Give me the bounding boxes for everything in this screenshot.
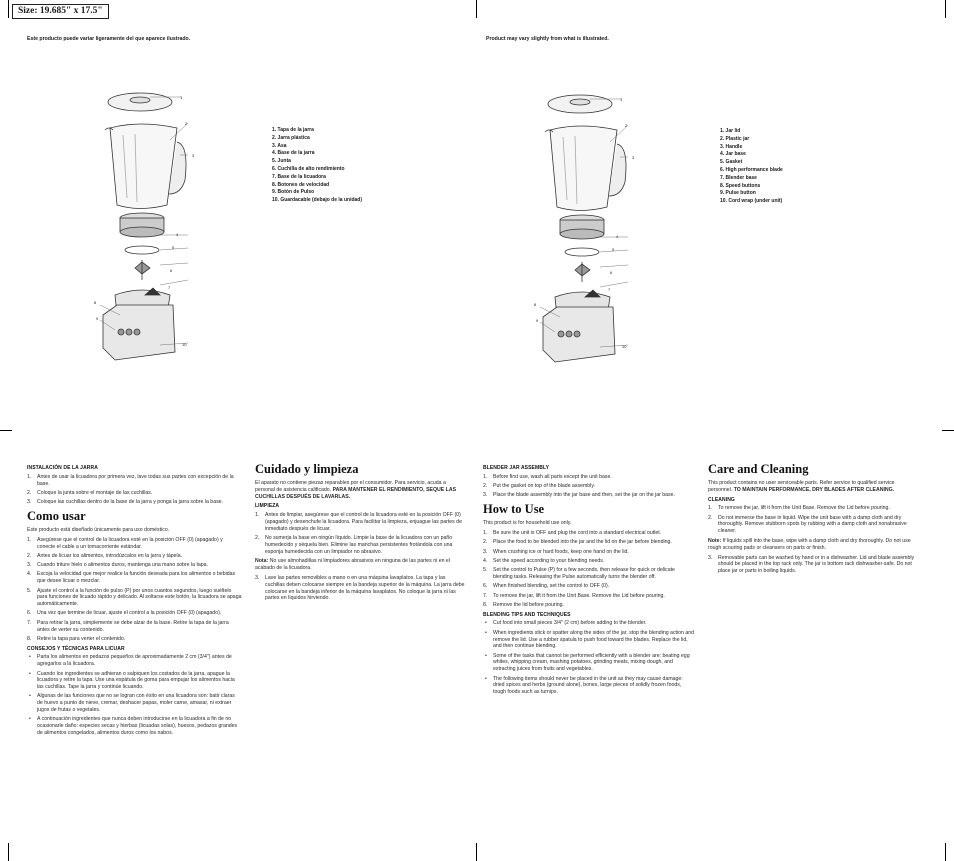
part-item: 2. Jarra plástica [272, 134, 310, 141]
callout-10: 10 [622, 344, 627, 349]
list-item: 7. Para retirar la jarra, simplemente se debe alzar de la base. Retire la tapa de la jarra antes de verter su contenido. [27, 619, 229, 633]
list-item: 2. Do not immerse the base in liquid. Wipe the unit base with a damp cloth and dry thoroughly. Remove stubborn spots by rubbing with a damp cloth and nonabrasive cleaner. [708, 514, 907, 535]
part-item: 6. High performance blade [720, 166, 783, 173]
illustration-note-es: Este producto puede variar ligeramente del que aparece ilustrado. [27, 36, 191, 42]
part-item: 1. Jar lid [720, 128, 741, 134]
size-label: Size: 19.685" x 17.5" [12, 4, 109, 19]
part-item: 7. Blender base [720, 174, 757, 181]
part-item: 9. Botón de Pulso [272, 189, 315, 196]
part-item: 9. Pulse button [720, 190, 756, 197]
section-title: How to Use [483, 502, 545, 517]
paragraph: This product is for household use only. [483, 520, 572, 527]
note: Note: If liquids spill into the base, wipe with a damp cloth and dry thoroughly. Do not use rough scouring pads or cleansers on parts or finish. [708, 538, 911, 551]
note: Nota: No use almohadillas ni limpiadores abrasivos en ninguna de las partes ni en el acabado de la licuadora. [255, 558, 450, 572]
list-item: • Cuando los ingredientes se adhieran o salpiquen los costados de la jarra, apague la licuadora y retire la tapa. Use una espátula de goma para empujar los alimentos hacia las cuchillas. Tape la jarra y continúe licuando. [29, 670, 235, 691]
section-heading: BLENDER JAR ASSEMBLY [483, 465, 550, 471]
list-item: • Parta los alimentos en pedazos pequeños de aproximadamente 2 cm (3/4") antes de agregarlos a la licuadora. [29, 654, 232, 668]
list-item: 1. Antes de usar la licuadora por primera vez, lave todas sus partes con excepción de la base. [27, 473, 234, 487]
callout-4: 4 [176, 232, 179, 237]
list-item: 1. Asegúrese que el control de la licuadora esté en la posición OFF (0) (apagado) y conecte el cable a un tomacorriente estándar. [27, 536, 223, 550]
callout-6: 6 [610, 270, 613, 275]
part-item: 5. Junta [272, 158, 291, 165]
paragraph: This product contains no user serviceable parts. Refer service to qualified service personnel. TO MAINTAIN PERFORMANCE, DRY BLADES AFTER CLEANING. [708, 480, 895, 493]
part-item: 8. Botones de velocidad [272, 181, 330, 188]
callout-7: 7 [608, 287, 611, 292]
column-en-care [708, 462, 920, 578]
list-item: • Algunas de las funciones que no se logran con éxito en una licuadora son: batir claras de huevo a punto de nieve, cremar, deshacer papas, moler carne, amasar, ni extraer jugos de frutas o vegetales. [29, 693, 235, 714]
part-item: 10. Cord wrap (under unit) [720, 198, 783, 205]
section-heading: CLEANING [708, 496, 735, 503]
list-item: 3. Lave las partes removibles a mano o en una máquina lavaplatos. La tapa y las cuchillas deben colocarse siempre en la bandeja superior de la máquina. La jarra debe colocarse en la bandeja inferior de la máquina lavaplatos. No coloque la jarra ni las partes en líquidos hirviendo. [255, 575, 465, 602]
list-item: 3. Cuando triture hielo o alimentos duros, mantenga una mano sobre la tapa. [27, 562, 209, 569]
list-item: • Some of the tasks that cannot be performed efficiently with a blender are: beating egg whites, whipping cream, mashing potatoes, grinding meats, mixing dough, and extracting juices from fruits and vegetables. [485, 652, 690, 673]
list-item: 2. Antes de licuar los alimentos, introdúzcalos en la jarra y tápela. [27, 552, 183, 559]
part-item: 4. Base de la jarra [272, 150, 315, 157]
callout-7: 7 [168, 285, 171, 290]
list-item: 1. Antes de limpiar, asegúrese que el control de la licuadora esté en la posición OFF (0) (apagado) y desenchufe la licuadora. Para facilitar la limpieza, enjuague las partes de inmediato después de licuar. [255, 512, 462, 532]
section-heading: BLENDING TIPS AND TECHNIQUES [483, 611, 571, 618]
column-es-use [27, 462, 242, 740]
part-item: 2. Plastic jar [720, 135, 750, 142]
list-item: 8. Remove the lid before pouring. [483, 601, 564, 608]
part-item: 1. Tapa de la jarra [272, 127, 314, 133]
callout-lines-en [540, 87, 630, 367]
list-item: 1. Before first use, wash all parts except the unit base. [483, 473, 612, 480]
callout-8: 8 [94, 300, 97, 305]
list-item: 2. No sumerja la base en ningún líquido. Limpie la base de la licuadora con un paño humedecido y séquela bien. Elimine las manchas persistentes frotándola con una esponja humedecida con un limpiador no abrasivo. [255, 535, 453, 555]
callout-6: 6 [170, 268, 173, 273]
section-heading: INSTALACIÓN DE LA JARRA [27, 465, 98, 471]
callout-1: 1 [180, 95, 183, 100]
callout-10: 10 [182, 342, 187, 347]
part-item: 3. Handle [720, 143, 743, 150]
part-item: 3. Asa [272, 142, 287, 149]
section-heading: CONSEJOS Y TÉCNICAS PARA LICUAR [27, 645, 125, 652]
list-item: 2. Coloque la junta sobre el montaje de las cuchillas. [27, 489, 153, 496]
section-heading: LIMPIEZA [255, 503, 280, 510]
callout-8: 8 [534, 302, 537, 307]
callout-2: 2 [185, 121, 188, 126]
parts-list-es [272, 127, 362, 205]
callout-2: 2 [625, 123, 628, 128]
list-item: 3. Coloque las cuchillas dentro de la base de la jarra y ponga la jarra sobre la base. [27, 499, 223, 506]
callout-1: 1 [620, 97, 623, 102]
part-item: 7. Base de la licuadora [272, 173, 326, 180]
list-item: 3. Place the blade assembly into the jar base and then, set the jar on the jar base. [483, 492, 675, 499]
illustration-note-en: Product may vary slightly from what is illustrated. [486, 36, 609, 42]
callout-5: 5 [612, 247, 615, 252]
list-item: 7. To remove the jar, lift it from the Unit Base. Remove the Lid before pouring. [483, 592, 665, 599]
list-item: 4. Escoja la velocidad que mejor realice la función deseada para los alimentos o bebidas que desee licuar o mezclar. [27, 571, 236, 585]
list-item: 5. Set the control to Pulse (P) for a few seconds, then release for quick or delicate blending tasks. Releasing the Pulse automatically turns the blender off. [483, 567, 675, 580]
list-item: 4. Set the speed according to your blending needs. [483, 557, 605, 564]
list-item: • A continuación ingredientes que nunca deben introducirse en la licuadora a fin de no ocasionarle daño: especies secas y hierbas (licuadas solas), huesos, pedazos grandes de alimentos congelados, alimentos duros como los nabos. [29, 716, 238, 736]
column-es-care [255, 462, 465, 605]
part-item: 4. Jar base [720, 151, 746, 158]
paragraph: El aparato no contiene piezas reparables por el consumidor. Para servicio, acuda a personal de asistencia calificado. PARA MANTENER EL RENDIMIENTO, SEQUE LAS CUCHILLAS DESPUÉS DE LAVARLAS. [255, 480, 457, 500]
list-item: 8. Retire la tapa para verter el contenido. [27, 635, 126, 642]
list-item: • When ingredients stick or spatter along the sides of the jar, stop the blending action and remove the lid. Use a rubber spatula to push food toward the blades. Replace the lid, and then continue blending. [485, 629, 694, 650]
paragraph: Este producto está diseñado únicamente para uso doméstico. [27, 526, 170, 533]
column-en-use [483, 462, 695, 699]
list-item: 6. When finished blending, set the control to OFF (0). [483, 583, 610, 590]
list-item: 2. Place the food to be blended into the jar and the lid on the jar before blending. [483, 539, 672, 546]
callout-lines-es [100, 85, 190, 365]
callout-9: 9 [536, 318, 539, 323]
callout-4: 4 [616, 234, 619, 239]
callout-9: 9 [96, 316, 99, 321]
callout-3: 3 [192, 153, 195, 158]
section-title: Care and Cleaning [708, 462, 809, 476]
part-item: 5. Gasket [720, 159, 743, 166]
section-title: Como usar [27, 508, 86, 523]
list-item: 1. To remove the jar, lift it from the Unit Base. Remove the Lid before pouring. [708, 505, 890, 512]
list-item: 3. Removable parts can be washed by hand or in a dishwasher. Lid and blade assembly should be placed in the top rack only. The jar is bottom rack dishwasher-safe. Do not place jar or parts in boiling liquids. [708, 554, 915, 575]
list-item: 5. Ajuste el control a la función de pulso (P) por unos cuantos segundos, luego suéltelo para funciones de licuado rápido y delicado. Al soltarse este botón, la licuadora se apaga automáticamente. [27, 587, 242, 608]
parts-list-en [720, 128, 783, 206]
list-item: • The following items should never be placed in the unit as they may cause damage: dried spices and herbs (ground alone), bones, large pieces of solidly frozen foods, tough foods such as turnips. [485, 675, 683, 696]
part-item: 8. Speed buttons [720, 182, 761, 189]
list-item: 6. Una vez que termine de licuar, ajuste el control a la posición OFF (0) (apagado). [27, 610, 222, 617]
section-title: Cuidado y limpieza [255, 462, 359, 476]
list-item: 1. Be sure the unit is OFF and plug the cord into a standard electrical outlet. [483, 529, 662, 536]
part-item: 6. Cuchilla de alto rendimiento [272, 165, 345, 172]
list-item: • Cut food into small pieces 3/4" (2 cm) before adding to the blender. [485, 620, 647, 627]
list-item: 3. When crushing ice or hard foods, keep one hand on the lid. [483, 548, 629, 555]
list-item: 2. Put the gasket on top of the blade assembly. [483, 483, 595, 490]
callout-5: 5 [172, 245, 175, 250]
callout-3: 3 [632, 155, 635, 160]
part-item: 10. Guardacable (debajo de la unidad) [272, 197, 363, 204]
